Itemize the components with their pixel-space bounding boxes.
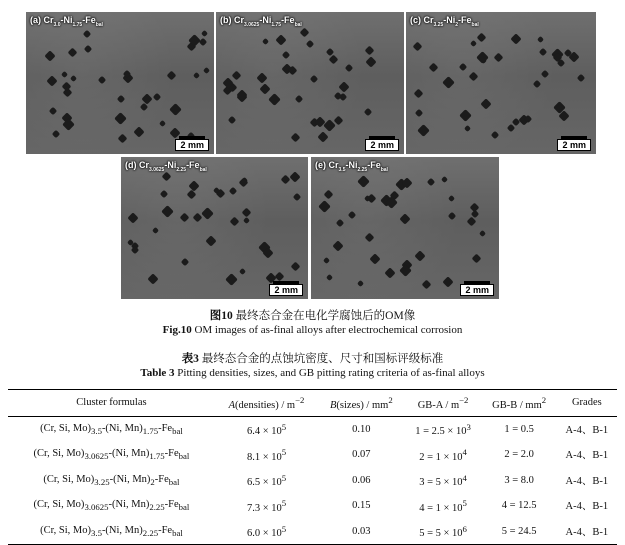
corrosion-pit bbox=[415, 109, 423, 117]
cell-gb-b: 5 = 24.5 bbox=[482, 519, 557, 545]
om-image-b bbox=[216, 12, 404, 154]
corrosion-pit bbox=[230, 217, 240, 227]
corrosion-pit bbox=[201, 207, 214, 220]
header-gb-a: $GB-A / m^{-2}$ bbox=[405, 390, 482, 417]
corrosion-pit bbox=[414, 89, 424, 99]
cell-grade: A-4、B-1 bbox=[565, 475, 609, 487]
corrosion-pit bbox=[537, 36, 544, 43]
corrosion-pit bbox=[442, 276, 453, 287]
header-gb-b: $GB-B / mm^2$ bbox=[482, 390, 557, 417]
corrosion-pit bbox=[293, 193, 301, 201]
corrosion-pit bbox=[399, 213, 410, 224]
table-row bbox=[8, 493, 617, 519]
om-image-e bbox=[311, 157, 499, 299]
figure-caption-cn: 图10 最终态合金在电化学腐蚀后的OM像 bbox=[209, 310, 416, 322]
cell-grade: A-4、B-1 bbox=[557, 519, 617, 545]
corrosion-pit bbox=[539, 48, 547, 56]
table-row bbox=[8, 468, 617, 494]
scale-bar-c: 2 mm bbox=[557, 139, 591, 151]
corrosion-pit bbox=[133, 126, 144, 137]
corrosion-pit bbox=[467, 217, 477, 227]
cell-gb-b: 3 = 8.0 bbox=[504, 474, 534, 486]
corrosion-pit bbox=[384, 267, 395, 278]
corrosion-pit bbox=[470, 40, 477, 47]
corrosion-pit bbox=[187, 190, 197, 200]
cell-gb-a: $1 = 2.5 \times 10^3$ bbox=[415, 421, 471, 437]
corrosion-pit bbox=[147, 273, 158, 284]
corrosion-pit bbox=[291, 133, 301, 143]
cell-gb-b: 4 = 12.5 bbox=[501, 500, 537, 512]
corrosion-pit bbox=[46, 75, 57, 86]
corrosion-pit bbox=[193, 72, 200, 79]
cell-formula: (Cr, Si, $Mo)_{3.0625}-(Ni$, $Mn)_{1.75}-Fe_{bal}$ bbox=[33, 448, 190, 462]
cell-gb-a: $4 = 1 \times 10^5$ bbox=[419, 498, 467, 514]
panel-label-a: (a) $Cr_{3.0}-Ni_{1.75}-Fe_{bal}$ bbox=[30, 15, 103, 28]
corrosion-pit bbox=[232, 71, 242, 81]
corrosion-pit bbox=[510, 33, 521, 44]
corrosion-pit bbox=[326, 274, 333, 281]
corrosion-pit bbox=[229, 187, 237, 195]
corrosion-pit bbox=[323, 257, 330, 264]
corrosion-pit bbox=[357, 175, 370, 188]
scale-bar-d: 2 mm bbox=[269, 284, 303, 296]
corrosion-pit bbox=[329, 55, 339, 65]
corrosion-pit bbox=[365, 233, 375, 243]
corrosion-pit bbox=[348, 211, 356, 219]
corrosion-pit bbox=[459, 109, 472, 122]
corrosion-pit bbox=[338, 81, 349, 92]
scale-bar-a: 2 mm bbox=[175, 139, 209, 151]
corrosion-pit bbox=[162, 172, 172, 182]
corrosion-pit bbox=[282, 51, 290, 59]
corrosion-pit bbox=[494, 53, 504, 63]
corrosion-pit bbox=[242, 208, 252, 218]
corrosion-pit bbox=[332, 240, 343, 251]
corrosion-pit bbox=[464, 125, 471, 132]
cell-gb-b: 1 = 0.5 bbox=[504, 423, 534, 435]
corrosion-pit bbox=[413, 42, 423, 52]
corrosion-pit bbox=[225, 273, 238, 286]
cell-density: $7.3 \times 10^5$ bbox=[246, 498, 287, 514]
corrosion-pit bbox=[310, 75, 318, 83]
corrosion-pit bbox=[160, 190, 168, 198]
corrosion-pit bbox=[414, 250, 425, 261]
corrosion-pit bbox=[357, 280, 364, 287]
cell-density: $6.5 \times 10^5$ bbox=[246, 472, 287, 488]
corrosion-pit bbox=[469, 72, 479, 82]
cell-size: 0.06 bbox=[352, 474, 371, 486]
corrosion-pit bbox=[479, 230, 486, 237]
cell-gb-a: $5 = 5 \times 10^6$ bbox=[405, 519, 482, 545]
corrosion-pit bbox=[318, 200, 331, 213]
corrosion-pit bbox=[201, 30, 208, 37]
corrosion-pit bbox=[442, 76, 455, 89]
corrosion-pit bbox=[441, 176, 448, 183]
corrosion-pit bbox=[239, 268, 246, 275]
corrosion-pit bbox=[369, 253, 380, 264]
cell-formula: (Cr, Si, $Mo)_{3.25}-(Ni$, $Mn)_2-Fe_{bal}$ bbox=[43, 473, 180, 487]
cell-density: $8.1 \times 10^5$ bbox=[246, 447, 287, 463]
header-densities: A(densities) / $m^{-2}$ bbox=[215, 390, 318, 417]
corrosion-pit bbox=[448, 212, 456, 220]
header-cluster-formulas: Cluster formulas bbox=[8, 390, 215, 417]
cell-formula: (Cr, Si, $Mo)_{3.5}-(Ni$, $Mn)_{2.25}-Fe_{bal}$ bbox=[8, 519, 215, 545]
scale-bar-b: 2 mm bbox=[365, 139, 399, 151]
corrosion-pit bbox=[68, 48, 78, 58]
corrosion-pit bbox=[52, 130, 60, 138]
cell-density: $6.0 \times 10^5$ bbox=[215, 519, 318, 545]
cell-grade: A-4、B-1 bbox=[565, 450, 609, 462]
corrosion-pit bbox=[228, 116, 236, 124]
corrosion-pit bbox=[324, 190, 334, 200]
panel-label-d: (d) $Cr_{3.0625}-Ni_{2.25}-Fe_{bal}$ bbox=[125, 160, 207, 173]
corrosion-pit bbox=[448, 195, 455, 202]
corrosion-pit bbox=[49, 107, 57, 115]
table-caption-en: Table 3 Pitting densities, sizes, and GB pitting rating criteria of as-final alloys bbox=[140, 367, 485, 379]
corrosion-pit bbox=[275, 34, 286, 45]
figure-caption-en: Fig.10 OM images of as-final alloys after electrochemical corrosion bbox=[162, 324, 463, 336]
corrosion-pit bbox=[491, 131, 499, 139]
corrosion-pit bbox=[295, 95, 303, 103]
corrosion-pit bbox=[153, 93, 161, 101]
corrosion-pit bbox=[268, 93, 281, 106]
corrosion-pit bbox=[288, 66, 298, 76]
corrosion-pit bbox=[256, 72, 267, 83]
corrosion-pit bbox=[541, 70, 549, 78]
corrosion-pit bbox=[262, 38, 269, 45]
corrosion-pit bbox=[476, 51, 489, 64]
corrosion-pit bbox=[533, 80, 541, 88]
corrosion-pit bbox=[84, 45, 92, 53]
corrosion-pit bbox=[577, 74, 585, 82]
corrosion-pit bbox=[470, 203, 480, 213]
corrosion-pit bbox=[289, 171, 300, 182]
table-row bbox=[8, 442, 617, 468]
corrosion-pit bbox=[44, 50, 55, 61]
corrosion-pit bbox=[159, 120, 166, 127]
cell-gb-a: $2 = 1 \times 10^4$ bbox=[419, 447, 467, 463]
panel-label-b: (b) $Cr_{3.0625}-Ni_{1.75}-Fe_{bal}$ bbox=[220, 15, 302, 28]
corrosion-pit bbox=[300, 28, 310, 38]
cell-size: 0.03 bbox=[318, 519, 404, 545]
corrosion-pit bbox=[345, 64, 353, 72]
table-row bbox=[8, 519, 617, 545]
corrosion-pit bbox=[429, 63, 439, 73]
table-row bbox=[8, 416, 617, 442]
corrosion-pit bbox=[422, 280, 432, 290]
corrosion-pit bbox=[427, 178, 435, 186]
corrosion-pit bbox=[114, 112, 127, 125]
corrosion-pit bbox=[317, 131, 328, 142]
corrosion-pit bbox=[117, 95, 125, 103]
om-image-d bbox=[121, 157, 308, 299]
table-caption-cn: 表3 最终态合金的点蚀坑密度、尺寸和国标评级标准 bbox=[181, 353, 444, 365]
cell-size: 0.15 bbox=[352, 500, 371, 512]
panel-label-c: (c) $Cr_{3.25}-Ni_2-Fe_{bal}$ bbox=[410, 15, 479, 28]
panel-label-e: (e) $Cr_{3.5}-Ni_{2.25}-Fe_{bal}$ bbox=[315, 160, 388, 173]
corrosion-pit bbox=[127, 212, 138, 223]
cell-density: $6.4 \times 10^5$ bbox=[246, 421, 287, 437]
corrosion-pit bbox=[167, 71, 177, 81]
corrosion-pit bbox=[98, 76, 106, 84]
corrosion-pit bbox=[169, 103, 182, 116]
corrosion-pit bbox=[365, 56, 376, 67]
corrosion-pit bbox=[180, 213, 190, 223]
cell-size: 0.07 bbox=[352, 449, 371, 461]
corrosion-pit bbox=[477, 33, 487, 43]
cell-gb-b: 2 = 2.0 bbox=[504, 449, 534, 461]
corrosion-pit bbox=[365, 46, 375, 56]
corrosion-pit bbox=[61, 71, 68, 78]
corrosion-pit bbox=[152, 227, 159, 234]
header-grades: Grades bbox=[557, 390, 617, 417]
corrosion-pit bbox=[205, 235, 216, 246]
corrosion-pit bbox=[306, 40, 314, 48]
om-image-a bbox=[26, 12, 214, 154]
corrosion-pit bbox=[161, 205, 174, 218]
table-header-row bbox=[8, 390, 617, 417]
corrosion-pit bbox=[259, 83, 270, 94]
corrosion-pit bbox=[291, 262, 301, 272]
corrosion-pit bbox=[336, 219, 344, 227]
om-image-c bbox=[406, 12, 596, 154]
cell-size: 0.10 bbox=[352, 423, 371, 435]
cell-formula: (Cr, Si, $Mo)_{3.0625}-(Ni$, $Mn)_{2.25}-Fe_{bal}$ bbox=[33, 499, 190, 513]
corrosion-pit bbox=[181, 258, 189, 266]
header-sizes: B(sizes) / $mm^2$ bbox=[318, 390, 404, 417]
corrosion-pit bbox=[459, 63, 467, 71]
corrosion-pit bbox=[364, 108, 372, 116]
corrosion-pit bbox=[480, 98, 491, 109]
cell-grade: A-4、B-1 bbox=[565, 424, 609, 436]
pitting-table bbox=[8, 389, 617, 545]
corrosion-pit bbox=[472, 254, 482, 264]
corrosion-pit bbox=[417, 124, 430, 137]
cell-gb-a: $3 = 5 \times 10^4$ bbox=[419, 472, 467, 488]
corrosion-pit bbox=[83, 30, 91, 38]
corrosion-pit bbox=[243, 217, 250, 224]
cell-formula: (Cr, Si, $Mo)_{3.5}-(Ni$, $Mn)_{1.75}-Fe_{bal}$ bbox=[40, 422, 183, 436]
corrosion-pit bbox=[70, 75, 77, 82]
scale-bar-e: 2 mm bbox=[460, 284, 494, 296]
corrosion-pit bbox=[118, 134, 128, 144]
cell-grade: A-4、B-1 bbox=[565, 501, 609, 513]
corrosion-pit bbox=[203, 67, 210, 74]
